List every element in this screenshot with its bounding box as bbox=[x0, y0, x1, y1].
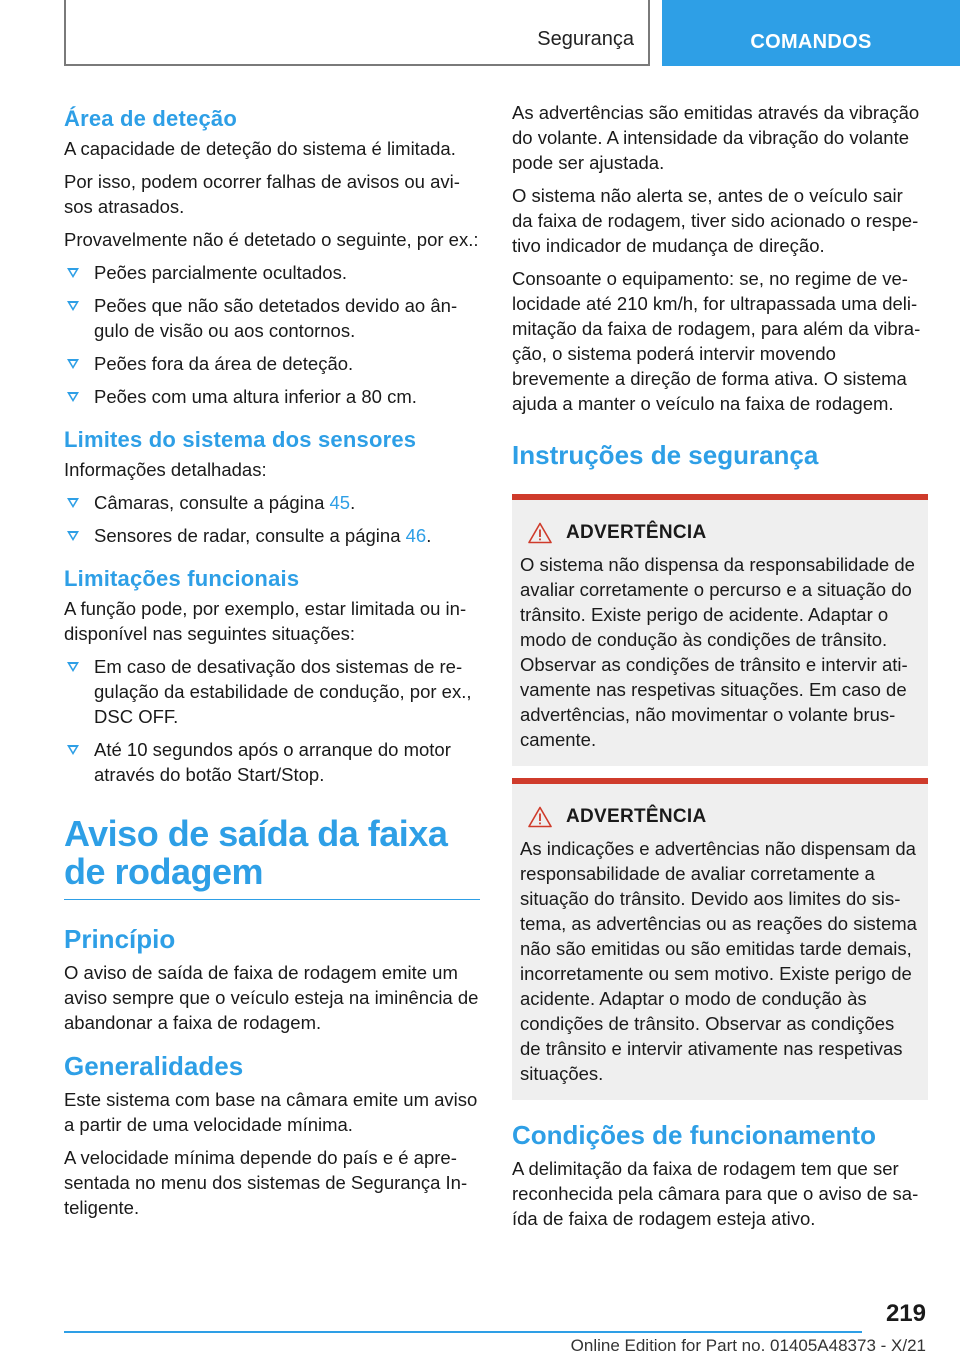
indicator-paragraph: O sistema não alerta se, antes de o veículo sair da faixa de rodagem, tiver sido acionado o respetivo indicador de mudança de direção. bbox=[512, 185, 919, 256]
warning-triangle-icon bbox=[528, 806, 552, 828]
main-section-title: Aviso de saída da faixa de rodagem bbox=[64, 815, 480, 900]
bullet-triangle-icon bbox=[67, 392, 79, 402]
generalities-paragraph-1: Este sistema com base na câmara emite um aviso a partir de uma velocidade mínima. bbox=[64, 1089, 478, 1135]
list-item: Até 10 segundos após o arranque do motor através do botão Start/Stop. bbox=[64, 737, 480, 787]
principle-paragraph: O aviso de saída de faixa de rodagem emite um aviso sempre que o veículo esteja na iminência de abandonar a faixa de rodagem. bbox=[64, 962, 479, 1033]
bullet-triangle-icon bbox=[67, 531, 79, 541]
list-item: Em caso de desativação dos sistemas de regulação da estabilidade de condução, por ex., DSC OFF. bbox=[64, 654, 480, 729]
operating-conditions-heading: Condições de funcionamento bbox=[512, 1120, 877, 1150]
header-chapter-tab bbox=[662, 0, 960, 66]
header-section-box bbox=[64, 0, 650, 66]
steering-paragraph: Consoante o equipamento: se, no regime de velocidade até 210 km/h, for ultrapassada uma delimitação da faixa de rodagem, para além da vibração, o sistema poderá intervir movendo brevemente a direção de forma ativa. O sistema ajuda a manter o veículo na faixa de rodagem. bbox=[512, 268, 921, 414]
warning-triangle-icon bbox=[528, 522, 552, 544]
area-paragraph-2: Por isso, podem ocorrer falhas de avisos ou avisos atrasados. bbox=[64, 171, 460, 217]
bullet-triangle-icon bbox=[67, 301, 79, 311]
operating-conditions-paragraph: A delimitação da faixa de rodagem tem que ser reconhecida pela câmara para que o aviso de saída de faixa de rodagem esteja ativo. bbox=[512, 1158, 919, 1229]
functional-limits-heading: Limitações funcionais bbox=[64, 566, 300, 591]
functional-limits-list bbox=[64, 654, 480, 787]
left-column bbox=[64, 100, 480, 1228]
page-link-45[interactable]: 45 bbox=[329, 492, 351, 513]
warning-box-1 bbox=[512, 494, 928, 766]
area-paragraph-1: A capacidade de deteção do sistema é limitada. bbox=[64, 138, 456, 159]
functional-limits-paragraph: A função pode, por exemplo, estar limitada ou indisponível nas seguintes situações: bbox=[64, 598, 467, 644]
header-chapter-label: COMANDOS bbox=[750, 30, 872, 53]
warning-text-2: As indicações e advertências não dispensam da responsabilidade de avaliar corretamente a situação do trânsito. Devido aos limites do sistema, as advertências ou as reações do sistema não são emitidas ou são emitidas tarde demais, incorretamente ou sem motivo. Existe perigo de acidente. Adaptar o modo de condução às condições de trânsito. Observar as condições de trânsito e intervir ativamente nas respetivas situações. bbox=[520, 838, 917, 1084]
warning-text-1: O sistema não dispensa da responsabilidade de avaliar corretamente o percurso e a situação do trânsito. Existe perigo de acidente. Adaptar o modo de condução às condições de trânsito. Observar as condições de trânsito e intervir ativamente nas respetivas situações. Em caso de advertências, não movimentar o volante bruscamente. bbox=[520, 554, 915, 750]
list-item: Peões que não são detetados devido ao ângulo de visão ou aos contornos. bbox=[64, 293, 480, 343]
page-link-46[interactable]: 46 bbox=[405, 525, 427, 546]
bullet-triangle-icon bbox=[67, 745, 79, 755]
principle-heading: Princípio bbox=[64, 924, 176, 954]
right-column bbox=[512, 100, 928, 1239]
area-list bbox=[64, 260, 480, 409]
page-number: 219 bbox=[885, 1300, 926, 1327]
footer-edition-text: Online Edition for Part no. 01405A48373 - X/21 bbox=[570, 1336, 926, 1355]
bullet-triangle-icon bbox=[67, 359, 79, 369]
sensor-limits-heading: Limites do sistema dos sensores bbox=[64, 427, 417, 452]
list-item: Peões parcialmente ocultados. bbox=[64, 260, 480, 285]
sensor-limits-paragraph: Informações detalhadas: bbox=[64, 459, 267, 480]
area-paragraph-3: Provavelmente não é detetado o seguinte, por ex.: bbox=[64, 229, 479, 250]
list-item: Peões fora da área de deteção. bbox=[64, 351, 480, 376]
footer-edition bbox=[571, 1336, 926, 1356]
sensor-limits-list bbox=[64, 490, 480, 548]
warning-box-2 bbox=[512, 778, 928, 1100]
vibration-paragraph: As advertências são emitidas através da vibração do volante. A intensidade da vibração do volante pode ser ajustada. bbox=[512, 102, 920, 173]
footer-divider bbox=[64, 1331, 862, 1333]
bullet-triangle-icon bbox=[67, 662, 79, 672]
area-heading: Área de deteção bbox=[64, 106, 237, 131]
generalities-paragraph-2: A velocidade mínima depende do país e é apresentada no menu dos sistemas de Segurança Inteligente. bbox=[64, 1147, 468, 1218]
bullet-triangle-icon bbox=[67, 268, 79, 278]
warning-title-2: ADVERTÊNCIA bbox=[566, 806, 707, 827]
generalities-heading: Generalidades bbox=[64, 1051, 244, 1081]
safety-heading: Instruções de segurança bbox=[512, 440, 819, 470]
list-item: Sensores de radar, consulte a página 46. bbox=[64, 523, 480, 548]
header-section-title: Segurança bbox=[537, 28, 634, 50]
list-item: Peões com uma altura inferior a 80 cm. bbox=[64, 384, 480, 409]
list-item: Câmaras, consulte a página 45. bbox=[64, 490, 480, 515]
bullet-triangle-icon bbox=[67, 498, 79, 508]
warning-title-1: ADVERTÊNCIA bbox=[566, 522, 707, 543]
